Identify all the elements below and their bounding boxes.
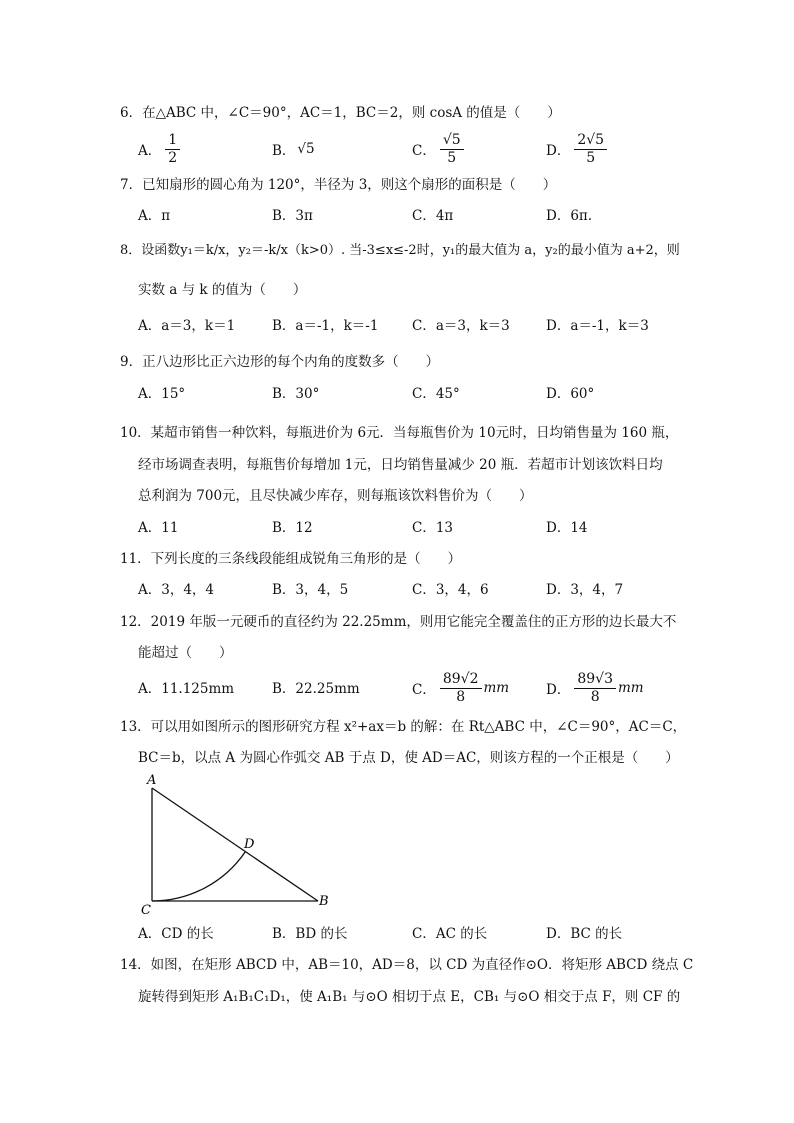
q7-option-b[interactable]: B．3π — [272, 208, 313, 224]
q12-stem-line2: 能超过（ ） — [138, 645, 233, 661]
q9-stem: 9．正八边形比正六边形的每个内角的度数多（ ） — [120, 354, 440, 370]
q12-option-d[interactable] — [546, 670, 644, 706]
q7-option-d[interactable]: D．6π. — [546, 208, 593, 224]
q6-option-a[interactable] — [138, 131, 180, 167]
q6-option-c-denominator: 5 — [447, 149, 457, 166]
q8-stem-line1: 8．设函数y₁＝k/x，y₂＝-k/x（k>0）. 当-3≤x≤-2时，y₁的最大值为 a，y₂的最小值为 a+2，则 — [120, 243, 680, 258]
q8-option-d[interactable]: D．a＝-1，k＝3 — [546, 318, 649, 334]
q8-option-a[interactable]: A．a＝3，k＝1 — [138, 318, 236, 334]
q12-stem-line1: 12．2019 年版一元硬币的直径约为 22.25mm，则用它能完全覆盖住的正方形的边长最大不 — [120, 614, 677, 630]
q6-option-d-numerator: 2√5 — [574, 132, 607, 150]
q8-option-b[interactable]: B．a＝-1，k＝-1 — [272, 318, 379, 334]
q6-option-d[interactable] — [546, 131, 607, 167]
q13-option-b[interactable]: B．BD 的长 — [272, 926, 348, 942]
q13-figure — [138, 768, 338, 916]
q6-option-a-fraction — [165, 132, 180, 167]
q6-options — [0, 131, 794, 167]
q11-option-d[interactable]: D．3，4，7 — [546, 582, 624, 598]
q13-option-a[interactable]: A．CD 的长 — [138, 926, 214, 942]
q6-option-a-numerator: 1 — [165, 132, 180, 150]
q12-option-d-unit: mm — [617, 680, 644, 696]
q12-option-a[interactable]: A．11.125mm — [138, 681, 235, 697]
q6-option-c[interactable] — [412, 131, 464, 167]
q9-option-d[interactable]: D．60° — [546, 386, 595, 402]
q14-stem-line1: 14．如图，在矩形 ABCD 中，AB＝10，AD＝8，以 CD 为直径作⊙O．将矩形 ABCD 绕点 C — [120, 957, 694, 973]
q7-stem: 7．已知扇形的圆心角为 120°，半径为 3，则这个扇形的面积是（ ） — [120, 177, 557, 193]
q6-option-b-label: B． — [272, 143, 296, 159]
q11-option-a[interactable]: A．3，4，4 — [138, 582, 215, 598]
label-c: C — [141, 903, 151, 916]
q14-stem-line2: 旋转得到矩形 A₁B₁C₁D₁，使 A₁B₁ 与⊙O 相切于点 E，CB₁ 与⊙O 相交于点 F，则 CF 的 — [138, 989, 681, 1005]
q6-option-d-fraction — [574, 132, 607, 167]
q11-option-c[interactable]: C．3，4，6 — [412, 582, 489, 598]
q6-option-b-value: √5 — [297, 141, 315, 157]
q6-option-b[interactable] — [272, 131, 315, 167]
q6-option-d-label: D． — [546, 143, 571, 159]
q13-stem-line2: BC＝b，以点 A 为圆心作弧交 AB 于点 D，使 AD＝AC，则该方程的一个正根是（ ） — [138, 750, 679, 766]
q12-option-c-unit: mm — [483, 680, 510, 696]
q12-option-c[interactable] — [412, 670, 509, 706]
q10-option-c[interactable]: C．13 — [412, 520, 454, 536]
q12-option-d-denominator: 8 — [590, 688, 600, 705]
q6-option-a-label: A． — [138, 143, 162, 159]
q12-options-cd — [0, 670, 794, 706]
q12-option-c-label: C． — [412, 682, 436, 698]
q12-option-d-fraction — [574, 671, 616, 706]
q11-option-b[interactable]: B．3，4，5 — [272, 582, 349, 598]
q13-stem-line1: 13．可以用如图所示的图形研究方程 x²+ax＝b 的解：在 Rt△ABC 中，∠C＝90°，AC＝C， — [120, 719, 687, 735]
q6-option-c-fraction — [440, 132, 464, 167]
q8-stem-line2: 实数 a 与 k 的值为（ ） — [138, 282, 307, 298]
q9-option-c[interactable]: C．45° — [412, 386, 460, 402]
q12-option-d-numerator: 89√3 — [574, 671, 616, 689]
q6-option-c-label: C． — [412, 143, 436, 159]
q9-option-a[interactable]: A．15° — [138, 386, 186, 402]
q13-option-c[interactable]: C．AC 的长 — [412, 926, 488, 942]
q10-option-b[interactable]: B．12 — [272, 520, 313, 536]
q10-option-d[interactable]: D．14 — [546, 520, 588, 536]
q12-option-d-label: D． — [546, 682, 571, 698]
q12-option-c-fraction — [440, 671, 482, 706]
label-d: D — [244, 837, 255, 852]
q6-option-c-numerator: √5 — [440, 132, 464, 150]
side-ab — [152, 788, 318, 901]
label-b: B — [319, 894, 329, 909]
q7-option-c[interactable]: C．4π — [412, 208, 454, 224]
q10-stem-line2: 经市场调查表明，每瓶售价每增加 1元，日均销售量减少 20 瓶．若超市计划该饮料日均 — [138, 457, 663, 473]
q10-stem-line1: 10．某超市销售一种饮料，每瓶进价为 6元．当每瓶售价为 10元时，日均销售量为 160 瓶， — [120, 425, 679, 441]
q13-option-d[interactable]: D．BC 的长 — [546, 926, 623, 942]
q7-option-a[interactable]: A．π — [138, 208, 171, 224]
q11-stem: 11．下列长度的三条线段能组成锐角三角形的是（ ） — [120, 551, 462, 567]
arc-cd — [152, 852, 245, 901]
q6-option-d-denominator: 5 — [586, 149, 596, 166]
q12-option-c-numerator: 89√2 — [440, 671, 482, 689]
q10-stem-line3: 总利润为 700元，且尽快减少库存，则每瓶该饮料售价为（ ） — [138, 488, 533, 504]
q12-option-c-denominator: 8 — [456, 688, 466, 705]
label-a: A — [147, 773, 157, 788]
q9-option-b[interactable]: B．30° — [272, 386, 320, 402]
q12-option-b[interactable]: B．22.25mm — [272, 681, 360, 697]
q6-stem: 6．在△ABC 中，∠C＝90°，AC＝1，BC＝2，则 cosA 的值是（ ） — [120, 105, 561, 121]
q10-option-a[interactable]: A．11 — [138, 520, 179, 536]
q8-option-c[interactable]: C．a＝3，k＝3 — [412, 318, 510, 334]
q6-option-a-denominator: 2 — [168, 149, 178, 166]
